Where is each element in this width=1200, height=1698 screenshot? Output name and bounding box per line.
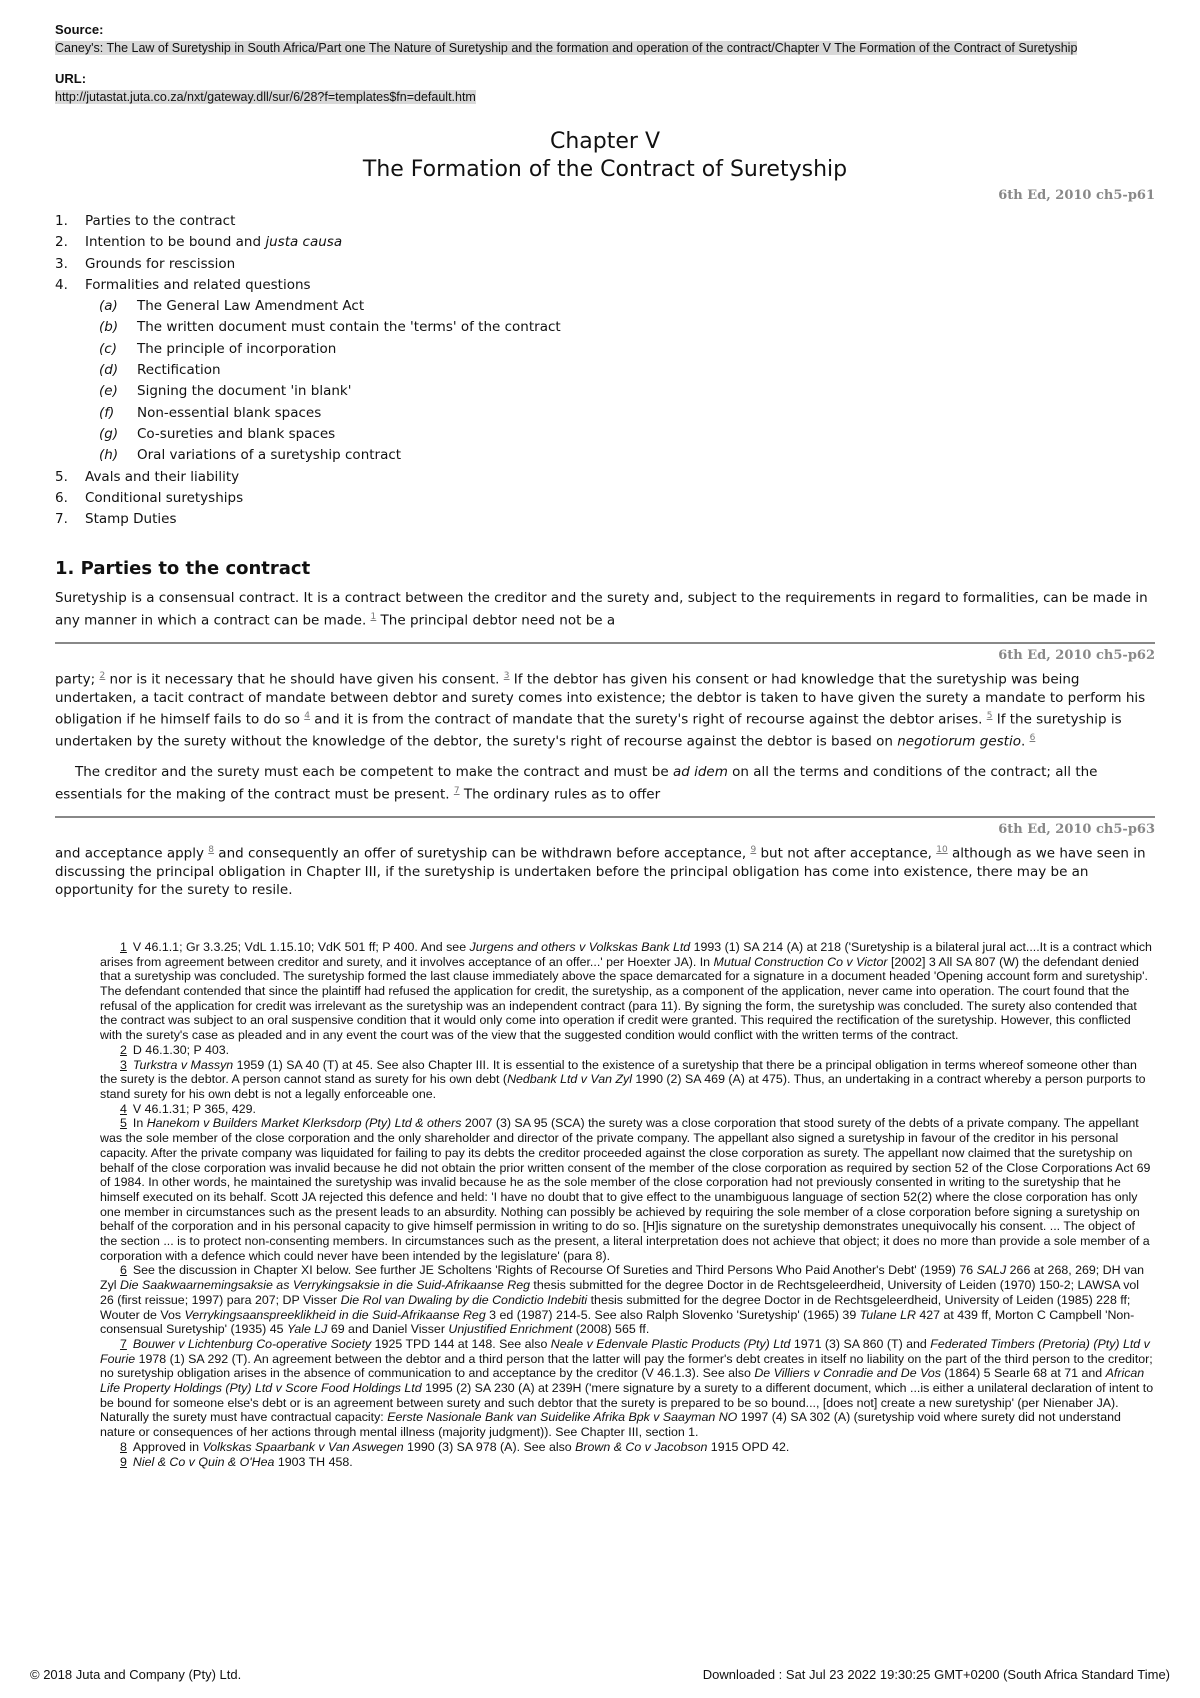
chapter-name: The Formation of the Contract of Suretyship	[362, 157, 848, 182]
toc-label: The written document must contain the 'terms' of the contract	[137, 319, 561, 336]
footnote-9	[100, 1455, 1155, 1470]
toc-label: Rectification	[137, 362, 221, 379]
toc-subitem[interactable]	[55, 317, 1155, 338]
text-run: 1997 (4) SA 302 (A) (suretyship void where surety did not understand nature or consequences of her actions through mental illness (majority judgment)). See Chapter III, section 1.	[100, 1410, 1121, 1440]
text-run-italic: negotiorum gestio	[897, 733, 1021, 750]
text-run: 1990 (2) SA 469 (A) at 475). Thus, an undertaking in a contract whereby a person purports to stand surety for his own debt is not a legally enforceable one.	[100, 1072, 1146, 1101]
toc-num: (c)	[99, 340, 117, 357]
toc-subitem[interactable]	[55, 360, 1155, 381]
text-run: [2002] 3 All SA 807 (W) the defendant denied that a suretyship was concluded. The suretyship formed the last clause immediately above the space demarcated for a signature in a document headed 'Opening account form and suretyship'. The defendant contended that since the plaintiff had refused the application for credit, the suretyship, as a component of the application, never came into operation. The court found that the refusal of the application for credit was irrelevant as the suretyship was an independent contract (para 11). By signing the form, the suretyship was concluded. The surety also contended that the contract was subject to an oral suspensive condition that it would only come into operation if credit were granted. This required the rectification of the suretyship. However, this conflicted with the surety's case as pleaded and in any event the court was of the view that the suggested condition would conflict with the written terms of the contract.	[100, 954, 1148, 1043]
text-run: 1971 (3) SA 860 (T) and	[790, 1336, 931, 1351]
text-run: thesis submitted for the degree Doctor in de Rechtsgeleerdheid, University of Leiden (1970) 150-2; LAWSA vol 26 (first reissue; 1997) para 207; DP Visser	[100, 1278, 1140, 1307]
footnote-ref[interactable]: 9	[750, 844, 757, 855]
text-run: V 46.1.31; P 365, 429.	[132, 1101, 256, 1116]
case-name: Bouwer v Lichtenburg Co-operative Society	[132, 1336, 372, 1351]
toc-label: The principle of incorporation	[137, 340, 337, 357]
footnote-6	[100, 1263, 1155, 1337]
toc-subitem[interactable]	[55, 381, 1155, 402]
toc-label: Grounds for rescission	[85, 255, 236, 272]
chapter-title	[55, 128, 1155, 184]
text-run: thesis submitted for the degree Doctor in de Rechtsgeleerdheid, University of Leiden (1985) 228 ff; Wouter de Vos	[100, 1292, 1131, 1322]
text-run: 1903 TH 458.	[274, 1454, 353, 1469]
page-marker-p62: 6th Ed, 2010 ch5-p62	[998, 647, 1155, 663]
toc-label: Stamp Duties	[85, 511, 177, 528]
toc-item[interactable]	[55, 467, 1155, 488]
body-paragraph	[55, 667, 1155, 752]
toc-num: (g)	[99, 425, 119, 442]
page-marker-p63: 6th Ed, 2010 ch5-p63	[998, 821, 1155, 837]
journal-name: SALJ	[976, 1263, 1007, 1278]
toc-subitem[interactable]	[55, 339, 1155, 360]
toc-label: Intention to be bound and	[85, 234, 266, 251]
source-block	[55, 22, 1155, 57]
toc-num: 4.	[55, 276, 68, 293]
text-run: V 46.1.1; Gr 3.3.25; VdL 1.15.10; VdK 501 ff; P 400. And see	[132, 939, 470, 954]
toc-label: Co-sureties and blank spaces	[137, 425, 336, 442]
text-run: Suretyship is a consensual contract. It is a contract between the creditor and the surety and, subject to the requirements in regard to formalities, can be made in any manner in which a contract can be made.	[55, 590, 1148, 629]
toc-label-italic: justa causa	[265, 234, 343, 251]
text-run: 1995 (2) SA 230 (A) at 239H ('mere signature by a surety to a different document, which ...is either a unilateral declaration of intent to be bound for someone else's debt or is an agreement between surety and such debtor that the surety is prepared to be so bound..., [does not] create a new suretyship' (per Nienaber JA). Naturally the surety must have contractual capacity:	[100, 1381, 1154, 1425]
toc-num: 2.	[55, 234, 68, 251]
text-run: 1959 (1) SA 40 (T) at 45. See also Chapter III. It is essential to the existence of a suretyship that there be a principal obligation in terms whereof someone other than the surety is the debtor. A person cannot stand as surety for his own debt (	[100, 1057, 1137, 1087]
text-run: D 46.1.30; P 403.	[132, 1042, 230, 1057]
footnote-ref[interactable]: 6	[1029, 733, 1036, 744]
toc-label: Non-essential blank spaces	[137, 404, 322, 421]
body-paragraph	[55, 589, 1155, 630]
url-value[interactable]: http://jutastat.juta.co.za/nxt/gateway.dll/sur/6/28?f=templates$fn=default.htm	[55, 90, 476, 104]
text-run: 69 and Daniel Visser	[327, 1322, 449, 1337]
toc-label: Avals and their liability	[85, 468, 240, 485]
footnote-number[interactable]: 7	[120, 1336, 127, 1351]
toc-num: 6.	[55, 489, 68, 506]
text-run: 1990 (3) SA 978 (A). See also	[403, 1439, 576, 1454]
case-name: Eerste Nasionale Bank van Suidelike Afrika Bpk v Saayman NO	[387, 1410, 738, 1425]
footer-download-time: Downloaded : Sat Jul 23 2022 19:30:25 GMT+0200 (South Africa Standard Time)	[702, 1667, 1170, 1682]
toc-label: Formalities and related questions	[85, 276, 311, 293]
footnote-ref[interactable]: 5	[986, 711, 993, 722]
toc-item[interactable]	[55, 509, 1155, 530]
toc-subitem[interactable]	[55, 296, 1155, 317]
case-name: Jurgens and others v Volkskas Bank Ltd	[469, 939, 691, 954]
footnote-1	[100, 940, 1155, 1043]
text-run: 1925 TPD 144 at 148. See also	[371, 1336, 551, 1351]
section-heading: 1. Parties to the contract	[55, 558, 311, 580]
text-run: party;	[55, 671, 100, 688]
book-title: Die Saakwaarnemingsaksie as Verrykingsaksie in die Suid-Afrikaanse Reg	[119, 1278, 530, 1293]
toc-label: Parties to the contract	[85, 213, 236, 229]
footnote-8	[100, 1440, 1155, 1455]
footnote-7	[100, 1337, 1155, 1440]
text-run: 3 ed (1987) 214-5. See also Ralph Slovenko 'Suretyship' (1965) 39	[485, 1307, 860, 1322]
toc-item[interactable]	[55, 488, 1155, 509]
case-name: Brown & Co v Jacobson	[575, 1439, 708, 1454]
footnote-ref[interactable]: 4	[304, 711, 310, 722]
footnote-2	[100, 1043, 1155, 1058]
footnote-4	[100, 1102, 1155, 1117]
footnote-number[interactable]: 8	[120, 1439, 127, 1454]
toc-label: Conditional suretyships	[85, 489, 244, 506]
case-name: African Life Property Holdings (Pty) Ltd v Score Food Holdings Ltd	[100, 1366, 1145, 1396]
toc-subitem[interactable]	[55, 445, 1155, 466]
text-run: The creditor and the surety must each be competent to make the contract and must be	[75, 764, 673, 781]
footnote-number[interactable]: 9	[120, 1454, 127, 1469]
text-run: .	[1020, 733, 1030, 750]
footnote-ref[interactable]: 8	[208, 844, 215, 855]
text-run: 1915 OPD 42.	[707, 1439, 790, 1454]
text-run: and it is from the contract of mandate that the surety's right of recourse against the debtor arises.	[310, 711, 987, 728]
footnote-number[interactable]: 3	[120, 1057, 127, 1072]
case-name: Nedbank Ltd v Van Zyl	[507, 1072, 632, 1087]
text-run: See the discussion in Chapter XI below. See further JE Scholtens 'Rights of Recourse Of Sureties and Third Persons Who Paid Another's Debt' (1959) 76	[132, 1263, 977, 1278]
page-divider	[55, 816, 1155, 818]
page-marker-p61: 6th Ed, 2010 ch5-p61	[998, 188, 1155, 203]
toc-item[interactable]	[55, 211, 1155, 232]
toc-subitem[interactable]	[55, 403, 1155, 424]
toc-item[interactable]	[55, 275, 1155, 296]
footnote-number[interactable]: 2	[120, 1042, 127, 1057]
footnote-number[interactable]: 1	[120, 939, 127, 954]
url-block	[55, 71, 1155, 106]
toc-label: The General Law Amendment Act	[137, 298, 365, 315]
toc-num: (h)	[99, 447, 119, 464]
toc-num: (a)	[99, 298, 118, 315]
document-page	[55, 22, 1155, 1469]
body-paragraph	[55, 841, 1155, 900]
text-run: 1978 (1) SA 292 (T). An agreement between the debtor and a third person that the latter will pay the former's debt creates in itself no liability on the part of the third person to the creditor; no suretyship obligation arises in the absence of communication to and acceptance by the creditor (V 46.1.3). See also	[100, 1351, 1153, 1381]
body-paragraph	[55, 763, 1155, 804]
toc-subitem[interactable]	[55, 424, 1155, 445]
text-run: on all the terms and conditions of the contract; all the essentials for the making of the contract must be present.	[55, 764, 1098, 803]
text-run: The ordinary rules as to offer	[459, 786, 661, 803]
case-name: Federated Timbers (Pretoria) (Pty) Ltd v Fourie	[100, 1336, 1150, 1366]
case-name: Neale v Edenvale Plastic Products (Pty) Ltd	[550, 1336, 791, 1351]
toc-num: 7.	[55, 511, 68, 528]
text-run: In	[132, 1116, 147, 1131]
text-run: and consequently an offer of suretyship can be withdrawn before acceptance,	[214, 845, 751, 862]
table-of-contents	[55, 211, 1155, 530]
toc-num: (b)	[99, 319, 119, 336]
text-run: 266 at 268, 269; DH van Zyl	[100, 1263, 1144, 1293]
footnote-ref[interactable]: 1	[370, 611, 377, 622]
footnote-ref[interactable]: 3	[503, 670, 510, 681]
text-run: (2008) 565 ff.	[572, 1322, 650, 1337]
page-divider	[55, 642, 1155, 644]
case-name: De Villiers v Conradie and De Vos	[754, 1366, 941, 1381]
toc-num: 1.	[55, 213, 68, 229]
text-run: nor is it necessary that he should have given his consent.	[105, 671, 504, 688]
case-name: Volkskas Spaarbank v Van Aswegen	[202, 1439, 404, 1454]
toc-label: Oral variations of a suretyship contract	[137, 447, 402, 464]
chapter-number: Chapter V	[550, 129, 660, 154]
text-run: 1993 (1) SA 214 (A) at 218 ('Suretyship is a bilateral jural act....It is a contract which arises from agreement between creditor and surety, and it involves acceptance of an offer...' per Hoexter JA). In	[100, 939, 1152, 969]
text-run: but not after acceptance,	[756, 845, 937, 862]
text-run: (1864) 5 Searle 68 at 71 and	[940, 1366, 1106, 1381]
footnotes	[100, 940, 1155, 1469]
footnote-ref[interactable]: 10	[936, 844, 948, 855]
text-run-italic: ad idem	[672, 764, 728, 781]
book-title: Verrykingsaanspreeklikheid in die Suid-Afrikaanse Reg	[184, 1307, 486, 1322]
toc-item[interactable]	[55, 254, 1155, 275]
footnote-3	[100, 1058, 1155, 1102]
text-run: although as we have seen in discussing the principal obligation in Chapter III, if the suretyship is undertaken before the principal obligation has come into existence, there may be an opportunity for the surety to resile.	[55, 845, 1146, 899]
text-run: The principal debtor need not be a	[376, 612, 616, 629]
source-label: Source:	[55, 22, 104, 37]
case-name: Turkstra v Massyn	[132, 1057, 234, 1072]
footer-copyright: © 2018 Juta and Company (Pty) Ltd.	[30, 1667, 242, 1682]
case-name: Hanekom v Builders Market Klerksdorp (Pty) Ltd & others	[146, 1116, 462, 1131]
text-run: and acceptance apply	[55, 845, 209, 862]
case-name: Mutual Construction Co v Victor	[713, 954, 888, 969]
case-name: Niel & Co v Quin & O'Hea	[132, 1454, 275, 1469]
toc-num: (d)	[99, 362, 119, 379]
footnote-number[interactable]: 6	[120, 1263, 127, 1278]
text-run: Approved in	[132, 1439, 203, 1454]
footnote-ref[interactable]: 7	[453, 785, 460, 796]
url-label: URL:	[55, 71, 87, 86]
text-run: 427 at 439 ff, Morton C Campbell 'Non-consensual Suretyship' (1935) 45	[100, 1307, 1135, 1337]
footnote-number[interactable]: 5	[120, 1116, 127, 1131]
toc-num: 3.	[55, 255, 68, 272]
text-run: If the suretyship is undertaken by the surety without the knowledge of the debtor, the surety's right of recourse against the debtor is based on	[55, 711, 1122, 750]
journal-name: Tulane LR	[859, 1307, 916, 1322]
toc-num: (f)	[99, 404, 115, 421]
book-title: Unjustified Enrichment	[448, 1322, 573, 1337]
source-value: Caney's: The Law of Suretyship in South Africa/Part one The Nature of Suretyship and the formation and operation of the contract/Chapter V The Formation of the Contract of Suretyship	[55, 41, 1078, 55]
footnote-5	[100, 1116, 1155, 1263]
book-title: Die Rol van Dwaling by die Condictio Indebiti	[340, 1292, 588, 1307]
footnote-number[interactable]: 4	[120, 1101, 127, 1116]
toc-num: 5.	[55, 468, 68, 485]
text-run: If the debtor has given his consent or had knowledge that the suretyship was being undertaken, a tacit contract of mandate between debtor and surety comes into existence; the debtor is taken to have given the surety a mandate to perform his obligation if he himself fails to do so	[55, 671, 1146, 728]
toc-item[interactable]	[55, 232, 1155, 253]
text-run: 2007 (3) SA 95 (SCA) the surety was a close corporation that stood surety of the debts of a private company. The appellant was the sole member of the close corporation and the only shareholder and director of the private company. The appellant also signed a suretyship in favour of the creditor in his personal capacity. After the private company was liquidated for failing to pay its debts the creditor proceeded against the close corporation as surety. The appellant now claimed that the suretyship on behalf of the close corporation was invalid because he did not obtain the prior written consent of the member of the close corporation as required by section 52 of the Close Corporations Act 69 of 1984. In other words, he maintained the suretyship was invalid because he as the sole member of the close corporation had not previously consented in writing to the suretyship that he himself executed on its behalf. Scott JA rejected this defence and held: 'I have no doubt that to give effect to the unambiguous language of section 52(2) where the close corporation has only one member in circumstances such as the present leads to an absurdity. Nothing can possibly be achieved by requiring the sole member of a close corporation before signing a suretyship on behalf of the corporation and in his personal capacity to give himself permission in writing to do so. [H]is signature on the suretyship demonstrates unequivocally his consent. ... The object of the section ... is to protect non-consenting members. In circumstances such as the present, a literal interpretation does not achieve that object; it does no more than provide a sole member of a corporation with a defence which could never have been intended by the legislature' (para 8).	[100, 1116, 1151, 1263]
footnote-ref[interactable]: 2	[99, 670, 106, 681]
toc-num: (e)	[99, 383, 118, 400]
toc-label: Signing the document 'in blank'	[137, 383, 352, 400]
journal-name: Yale LJ	[286, 1322, 328, 1337]
